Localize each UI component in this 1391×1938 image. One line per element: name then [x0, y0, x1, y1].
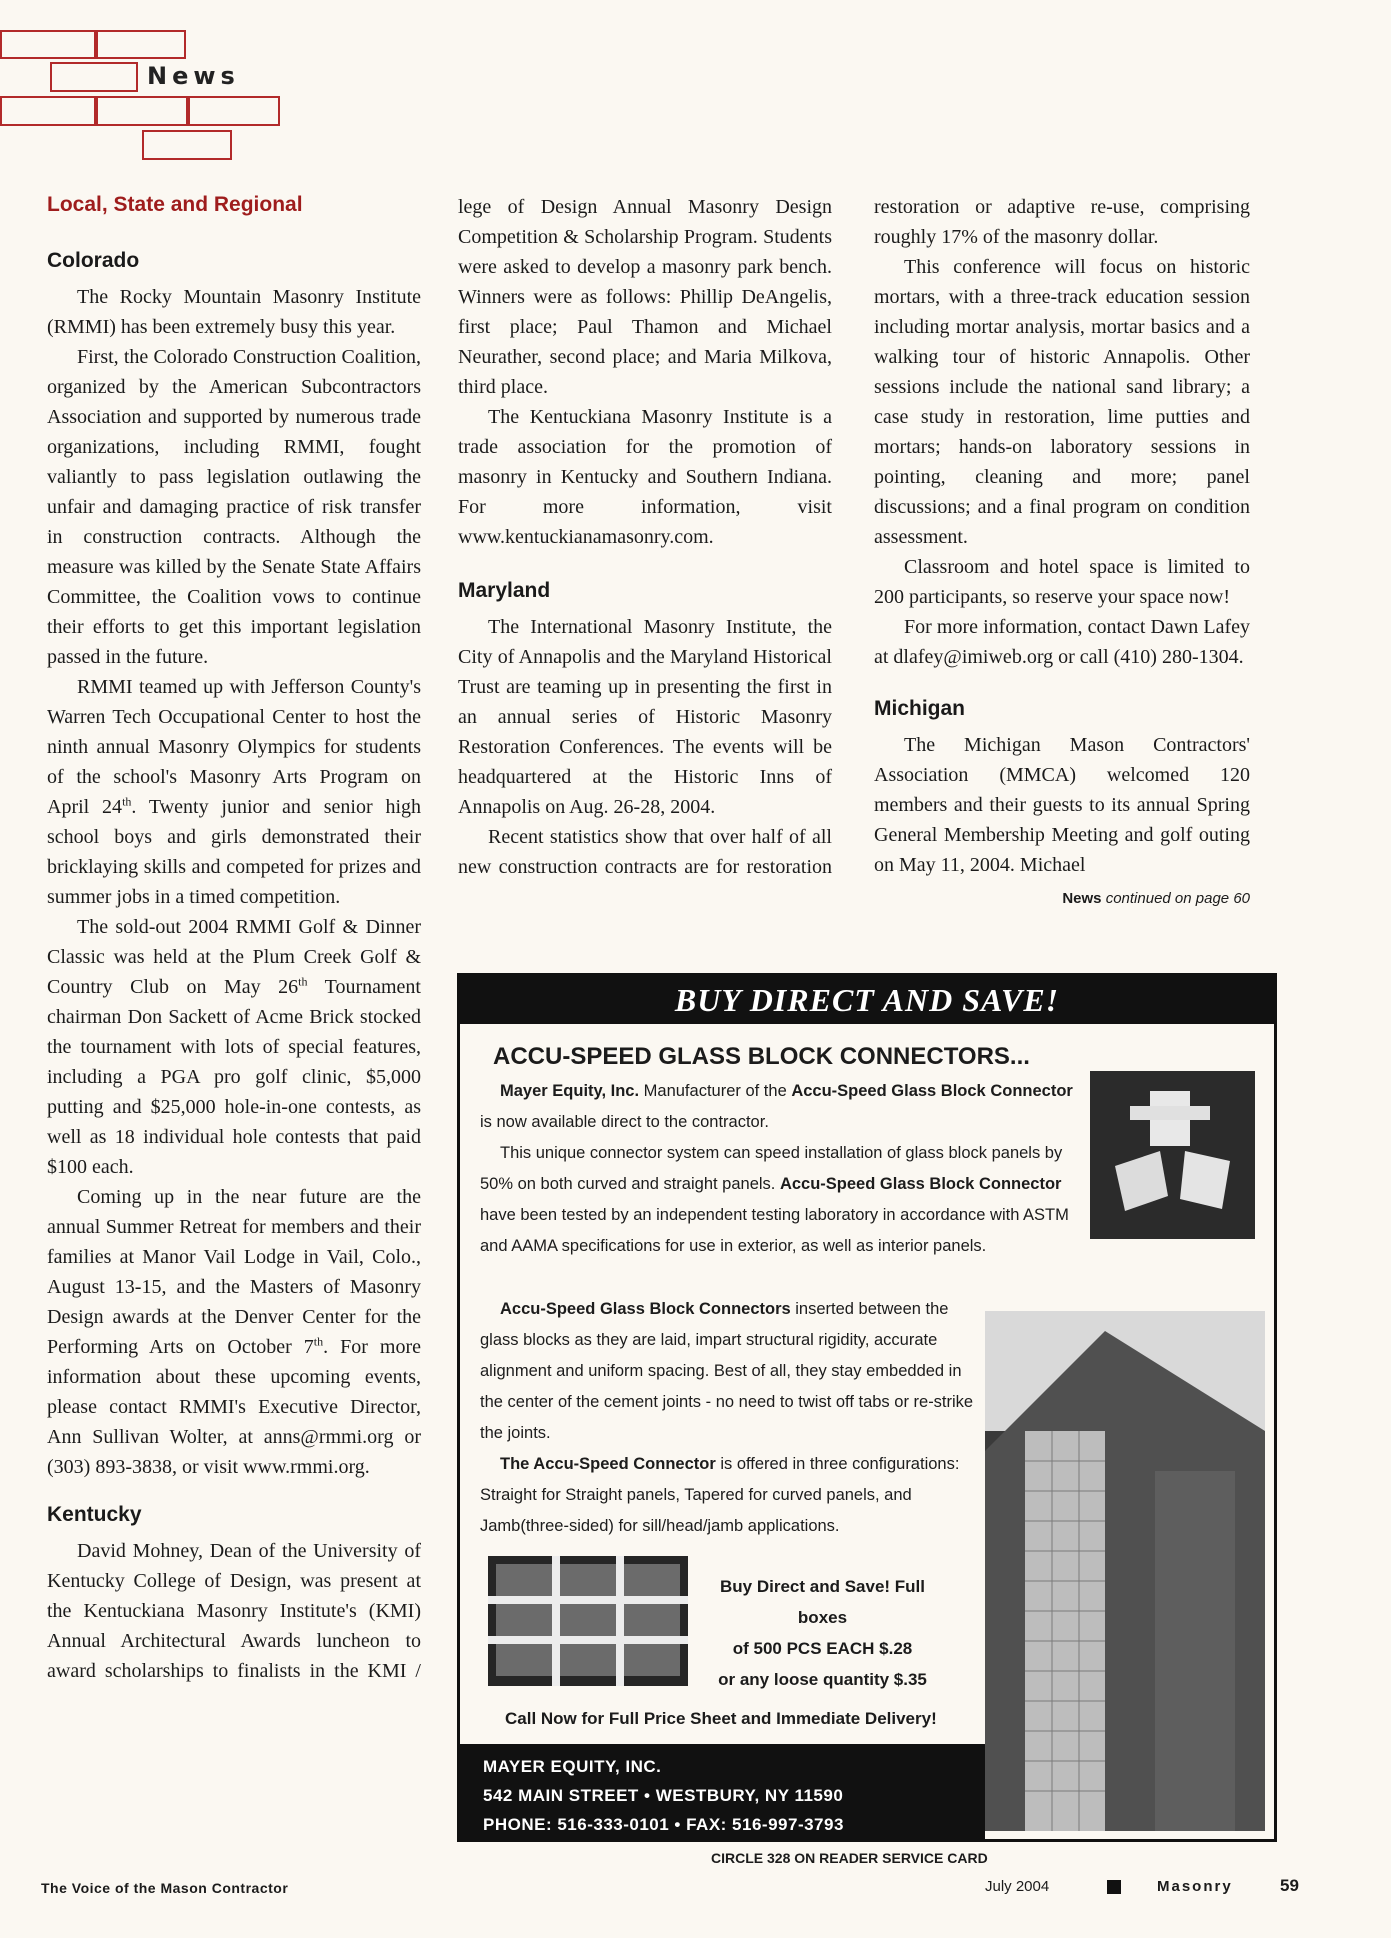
footer-magazine: Masonry [1157, 1878, 1233, 1895]
connector-image [1090, 1071, 1255, 1239]
column-2 [458, 192, 832, 882]
brick [188, 96, 280, 126]
paragraph: First, the Colorado Construction Coalition, organized by the American Subcontractors Association and supported by numerous trade organizations, including RMMI, fought valiantly to pass legislation outlawing the unfair and damaging practice of risk transfer in construction contracts. Although the measure was killed by the Senate State Affairs Committee, the Coalition vows to continue their efforts to get this important legislation passed in the future. [47, 346, 421, 668]
glass-block-image [488, 1556, 688, 1686]
text: . For more information about these upcoming events, please contact RMMI's Executive Director, Ann Sullivan Wolter, at anns@rmmi.org or (303) 893-3838, or visit www.rmmi.org. [47, 1336, 421, 1478]
kicker: Local, State and Regional [47, 193, 303, 216]
text: is offered in three configurations: Straight for Straight panels, Tapered for curved panels, and Jamb(three-sided) for sill/head/jamb applications. [480, 1455, 960, 1535]
brick [96, 30, 186, 59]
paragraph: Classroom and hotel space is limited to 200 participants, so reserve your space now! [874, 556, 1250, 608]
building-image [985, 1311, 1265, 1831]
brick [96, 96, 188, 126]
footer-square-icon [1107, 1880, 1121, 1894]
column-3 [874, 192, 1250, 914]
text: The Accu-Speed Connector [500, 1455, 716, 1473]
text: This unique connector system can speed installation of glass block panels by 50% on both curved and straight panels. [480, 1144, 1063, 1193]
text: Mayer Equity, Inc. [500, 1082, 640, 1100]
text: Coming up in the near future are the annual Summer Retreat for members and their families at Manor Vail Lodge in Vail, Colo., August 13-15, and the Masters of Masonry Design awards at the Denver Center for the Performing Arts on October 7 [47, 1186, 421, 1358]
text: Accu-Speed Glass Block Connectors [500, 1300, 791, 1318]
ad-paragraph [480, 1294, 975, 1449]
continued-note [874, 884, 1250, 914]
brick [0, 30, 96, 59]
advertisement [457, 973, 1277, 1842]
superscript: th [122, 794, 132, 809]
section-title: News [147, 62, 240, 90]
text: News [1062, 890, 1102, 907]
superscript: th [313, 1334, 324, 1349]
ad-paragraph [480, 1138, 1080, 1262]
paragraph: This conference will focus on historic mortars, with a three-track education session including mortar analysis, mortar basics and a walking tour of historic Annapolis. Other sessions include the national sand library; a case study in restoration, lime putties and mortars; hands-on laboratory sessions in pointing, cleaning and more; panel discussions; and a final program on condition assessment. [874, 256, 1250, 548]
ad-body-mid [480, 1294, 975, 1542]
text: have been tested by an independent testing laboratory in accordance with ASTM and AAMA specifications for use in exterior, as well as interior panels. [480, 1206, 1069, 1255]
reader-service-note: CIRCLE 328 ON READER SERVICE CARD [711, 1850, 988, 1866]
ad-body-top [480, 1076, 1080, 1262]
connector-photo [1090, 1071, 1255, 1239]
ad-paragraph [480, 1449, 975, 1542]
text: RMMI teamed up with Jefferson County's Warren Tech Occupational Center to host the ninth annual Masonry Olympics for students of the school's Masonry Arts Program on April 24 [47, 676, 421, 818]
text: is now available direct to the contractor. [480, 1113, 769, 1131]
ad-contact [460, 1744, 985, 1842]
brick [50, 62, 138, 92]
text: Tournament chairman Don Sackett of Acme Brick stocked the tournament with lots of special features, including a PGA pro golf clinic, $5,000 putting and $25,000 hole-in-one contests, as well as 18 individual hole contests that paid $100 each. [47, 976, 421, 1178]
text: . Twenty junior and senior high school boys and girls demonstrated their bricklaying skills and competed for prizes and summer jobs in a timed competition. [47, 796, 422, 908]
company-phone: PHONE: 516-333-0101 • FAX: 516-997-3793 [483, 1815, 844, 1834]
paragraph [47, 672, 421, 912]
paragraph: David Mohney, Dean of the University of Kentucky College of Design, was present at the Kentuckiana Masonry Institute's (KMI) Annual Architectural Awards luncheon to award scholarships to finalists in the KMI / [47, 1540, 421, 1682]
ad-paragraph [480, 1076, 1080, 1138]
page-number: 59 [1280, 1876, 1299, 1895]
paragraph: The Kentuckiana Masonry Institute is a trade association for the promotion of masonry in Kentucky and Southern Indiana. For more information, visit www.kentuckianamasonry.com. [458, 406, 832, 548]
text: Manufacturer of the [639, 1082, 792, 1100]
ad-title: ACCU-SPEED GLASS BLOCK CONNECTORS... [493, 1043, 1030, 1070]
heading-maryland: Maryland [458, 579, 551, 602]
text: Accu-Speed Glass Block Connector [791, 1082, 1073, 1100]
brick [0, 96, 96, 126]
price-line: or any loose quantity $.35 [718, 1670, 927, 1689]
paragraph: Recent statistics show that over half of all new construction contracts are for restoration [458, 826, 832, 878]
text: continued on page 60 [1105, 890, 1250, 907]
company-address: 542 MAIN STREET • WESTBURY, NY 11590 [483, 1786, 844, 1805]
paragraph [47, 1182, 421, 1482]
paragraph [47, 912, 421, 1182]
paragraph: The Rocky Mountain Masonry Institute (RMMI) has been extremely busy this year. [47, 286, 421, 338]
footer-date: July 2004 [985, 1878, 1050, 1895]
building-photo [985, 1311, 1265, 1831]
paragraph-continued: restoration or adaptive re-use, comprising roughly 17% of the masonry dollar. [874, 196, 1250, 248]
text: Accu-Speed Glass Block Connector [779, 1175, 1062, 1193]
paragraph: The International Masonry Institute, the City of Annapolis and the Maryland Historical Trust are teaming up in presenting the first in an annual series of Historic Masonry Restoration Conferences. The events will be headquartered at the Historic Inns of Annapolis on Aug. 26-28, 2004. [458, 616, 832, 818]
text: inserted between the glass blocks as they are laid, impart structural rigidity, accurate alignment and uniform spacing. Best of all, they stay embedded in the center of the cement joints - no need to twist off tabs or re-strike the joints. [480, 1300, 974, 1442]
heading-colorado: Colorado [47, 249, 140, 272]
footer-tagline: The Voice of the Mason Contractor [41, 1880, 289, 1896]
paragraph-continued: lege of Design Annual Masonry Design Competition & Scholarship Program. Students were asked to develop a masonry park bench. Winners were as follows: Phillip DeAngelis, first place; Paul Thamon and Michael Neurather, second place; and Maria Milkova, third place. [458, 196, 832, 398]
paragraph: For more information, contact Dawn Lafey at dlafey@imiweb.org or call (410) 280-1304. [874, 616, 1250, 668]
heading-kentucky: Kentucky [47, 1503, 142, 1526]
price-line: of 500 PCS EACH $.28 [732, 1639, 913, 1658]
ad-banner: BUY DIRECT AND SAVE! [460, 976, 1274, 1024]
ad-pricing [700, 1571, 945, 1695]
brick [142, 130, 232, 160]
paragraph: The Michigan Mason Contractors' Association (MMCA) welcomed 120 members and their guests to its annual Spring General Membership Meeting and golf outing on May 11, 2004. Michael [874, 734, 1250, 876]
text: The sold-out 2004 RMMI Golf & Dinner Classic was held at the Plum Creek Golf & Country Club on May 26 [47, 916, 421, 998]
superscript: th [298, 974, 308, 989]
company-name: MAYER EQUITY, INC. [483, 1757, 662, 1776]
column-1 [47, 190, 421, 1686]
heading-michigan: Michigan [874, 697, 966, 720]
glass-block-photo [488, 1556, 688, 1686]
ad-call-to-action: Call Now for Full Price Sheet and Immediate Delivery! [505, 1709, 937, 1728]
price-line: Buy Direct and Save! Full boxes [720, 1577, 925, 1627]
